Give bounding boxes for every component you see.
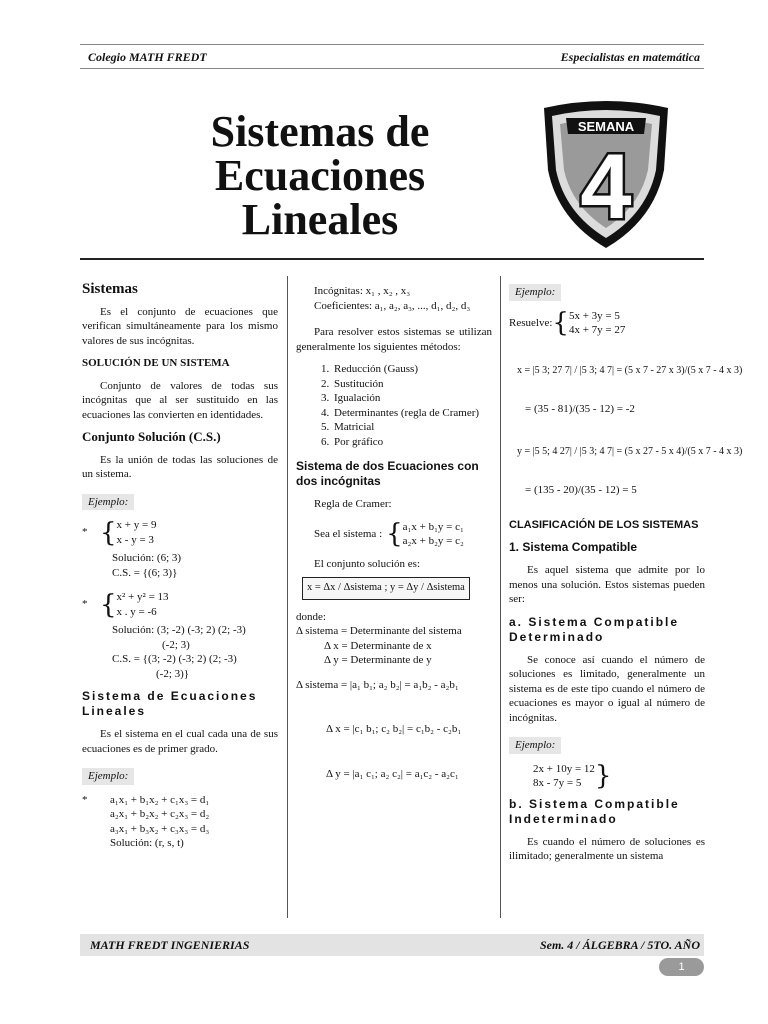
eq-line: a₁x + b₁y = c₁: [402, 520, 464, 533]
column-divider-2: [500, 276, 501, 918]
cs-line: C.S. = {(3; -2) (-3; 2) (2; -3): [112, 653, 237, 665]
title-line-3: Lineales: [241, 195, 399, 244]
paragraph-metodos: Para resolver estos sistemas se utilizan generalmente los siguientes métodos:: [296, 326, 492, 353]
method-item: 2. Sustitución: [332, 377, 492, 392]
title-rule: [80, 258, 704, 260]
cs-line: C.S. = {(6; 3)}: [112, 566, 178, 579]
resuelve-label: Resuelve:: [509, 316, 553, 329]
header-tagline: Especialistas en matemática: [560, 50, 700, 64]
semana-shield-icon: [536, 100, 676, 250]
eq-line: 2x + 10y = 12: [533, 762, 595, 775]
page-title: [140, 107, 500, 244]
x-result-line: = (35 - 81)/(35 - 12) = -2: [525, 403, 635, 415]
definition-line: Δ x = Determinante de x: [324, 639, 432, 652]
eq-line: x + y = 9: [116, 519, 157, 531]
paragraph-compatible: Es aquel sistema que admite por lo menos una solución. Estos sistemas pueden ser:: [509, 564, 705, 605]
badge-number: 4: [580, 136, 632, 238]
column-2: [296, 284, 492, 791]
y-result-line: = (135 - 20)/(35 - 12) = 5: [525, 484, 637, 496]
methods-list: [332, 362, 492, 449]
eq-line: a₃x₁ + b₃x₂ + c₃x₃ = d₃: [110, 822, 210, 835]
det-x-formula: Δ x = |c₁ b₁; c₂ b₂| = c₁b₂ - c₂b₁: [326, 723, 462, 735]
eq-line: a₁x₁ + b₁x₂ + c₁x₃ = d₁: [110, 793, 210, 806]
column-3: [509, 284, 743, 872]
paragraph-solucion: Conjunto de valores de todas sus incógnitas que al ser sustituido en las ecuaciones las convierten en identidades.: [82, 379, 278, 421]
heading-compatible: 1. Sistema Compatible: [509, 540, 638, 554]
sea-label: Sea el sistema :: [314, 527, 383, 540]
det-sistema-formula: Δ sistema = |a₁ b₁; a₂ b₂| = a₁b₂ - a₂b₁: [296, 678, 459, 691]
cramer-system: Sea el sistema : { a₁x + b₁y = c₁ a₂x + b₂y = c₂: [314, 519, 464, 549]
badge-label: SEMANA: [577, 119, 635, 134]
paragraph-indeterminado: Es cuando el número de soluciones es ilimitado; generalmente un sistema: [509, 835, 705, 862]
method-item: 4. Determinantes (regla de Cramer): [332, 406, 492, 421]
page-number: 1: [659, 958, 704, 976]
solution-line: Solución: (r, s, t): [110, 837, 184, 849]
example-system: Resuelve: { 5x + 3y = 5 4x + 7y = 27: [509, 308, 626, 338]
eq-line: x² + y² = 13: [116, 591, 169, 603]
heading-sistemas: Sistemas: [82, 281, 138, 297]
definition-line: Δ y = Determinante de y: [324, 654, 432, 666]
heading-sistema-lineales: Sistema de Ecuaciones Lineales: [82, 689, 258, 718]
ejemplo-label: Ejemplo:: [82, 768, 134, 785]
example-1: * { x + y = 9 x - y = 3: [82, 517, 157, 548]
eq-line: a₂x + b₂y = c₂: [402, 535, 464, 547]
x-calc-line: x = |5 3; 27 7| / |5 3; 4 7| = (5 x 7 - 27 x 3)/(5 x 7 - 4 x 3): [517, 364, 743, 376]
example-2: * { x² + y² = 13 x . y = -6: [82, 589, 169, 620]
ejemplo-label: Ejemplo:: [509, 737, 561, 754]
eq-line: 5x + 3y = 5: [568, 309, 620, 322]
heading-dos-ecuaciones: Sistema de dos Ecuaciones con dos incógnitas: [296, 459, 479, 488]
example-3: * a₁x₁ + b₁x₂ + c₁x₃ = d₁ a₂x₁ + b₂x₂ + c₂x₃ = d₂ a₃x₁ + b₃x₂ + c₃x₃ = d₃ Solución: (r, s, t): [82, 793, 210, 849]
cs-line: (-2; 3)}: [156, 667, 190, 680]
paragraph-determinado: Se conoce así cuando el número de soluciones es limitado, generalmente un sistema es de este tipo cuando el número de ecuaciones es mayor o igual al número de incógnitas.: [509, 653, 705, 724]
heading-clasificacion: CLASIFICACIÓN DE LOS SISTEMAS: [509, 518, 699, 531]
heading-solucion: SOLUCIÓN DE UN SISTEMA: [82, 357, 230, 369]
method-item: 6. Por gráfico: [332, 435, 492, 450]
donde-label: donde:: [296, 610, 326, 623]
coeficientes-line: Coeficientes: a₁, a₂, a₃, ..., d₁, d₂, d₃: [314, 299, 471, 312]
cramer-label: Regla de Cramer:: [314, 498, 392, 510]
det-y-formula: Δ y = |a₁ c₁; a₂ c₂| = a₁c₂ - a₂c₁: [326, 767, 459, 780]
method-item: 5. Matricial: [332, 420, 492, 435]
method-item: 3. Igualación: [332, 391, 492, 406]
paragraph-sistemas: Es el conjunto de ecuaciones que verifican simultáneamente para los mismo valores de sus incógnitas.: [82, 305, 278, 347]
footer-left: MATH FREDT INGENIERIAS: [90, 938, 250, 952]
definition-line: Δ sistema = Determinante del sistema: [296, 625, 462, 637]
column-1: [82, 280, 278, 851]
eq-line: x - y = 3: [116, 533, 154, 546]
cramer-formula-box: x = Δx / Δsistema ; y = Δy / Δsistema: [302, 577, 470, 600]
eq-line: 4x + 7y = 27: [568, 324, 626, 336]
title-line-2: Ecuaciones: [214, 151, 426, 200]
ejemplo-label: Ejemplo:: [509, 284, 561, 301]
header-top-rule: [80, 44, 704, 45]
header-school: Colegio MATH FREDT: [88, 50, 207, 64]
header-bottom-rule: [80, 68, 704, 69]
heading-compatible-determinado: a. Sistema Compatible Determinado: [509, 614, 680, 644]
solution-line: Solución: (6; 3): [112, 552, 182, 564]
paragraph-conjunto-solucion: Es la unión de todas las soluciones de un sistema.: [82, 453, 278, 480]
title-line-1: Sistemas de: [210, 107, 430, 156]
y-calc-line: y = |5 5; 4 27| / |5 3; 4 7| = (5 x 27 - 5 x 4)/(5 x 7 - 4 x 3): [517, 445, 743, 457]
column-divider-1: [287, 276, 288, 918]
heading-compatible-indeterminado: b. Sistema Compatible Indeterminado: [509, 796, 680, 826]
eq-line: a₂x₁ + b₂x₂ + c₂x₃ = d₂: [110, 808, 210, 820]
solution-line: Solución: (3; -2) (-3; 2) (2; -3): [112, 624, 246, 636]
example-determinado: 2x + 10y = 12 8x - 7y = 5 }: [533, 761, 612, 791]
method-item: 1. Reducción (Gauss): [332, 362, 492, 377]
paragraph-sistema-lineales: Es el sistema en el cual cada una de sus ecuaciones es de primer grado.: [82, 728, 278, 755]
heading-conjunto-solucion: Conjunto Solución (C.S.): [82, 429, 221, 444]
conjunto-label: El conjunto solución es:: [314, 557, 421, 570]
incognitas-line: Incógnitas: x₁ , x₂ , x₃: [314, 285, 411, 297]
footer-right: Sem. 4 / ÁLGEBRA / 5TO. AÑO: [539, 938, 700, 952]
eq-line: x . y = -6: [116, 605, 157, 618]
eq-line: 8x - 7y = 5: [533, 777, 582, 789]
solution-line: (-2; 3): [162, 638, 190, 651]
ejemplo-label: Ejemplo:: [82, 494, 134, 511]
